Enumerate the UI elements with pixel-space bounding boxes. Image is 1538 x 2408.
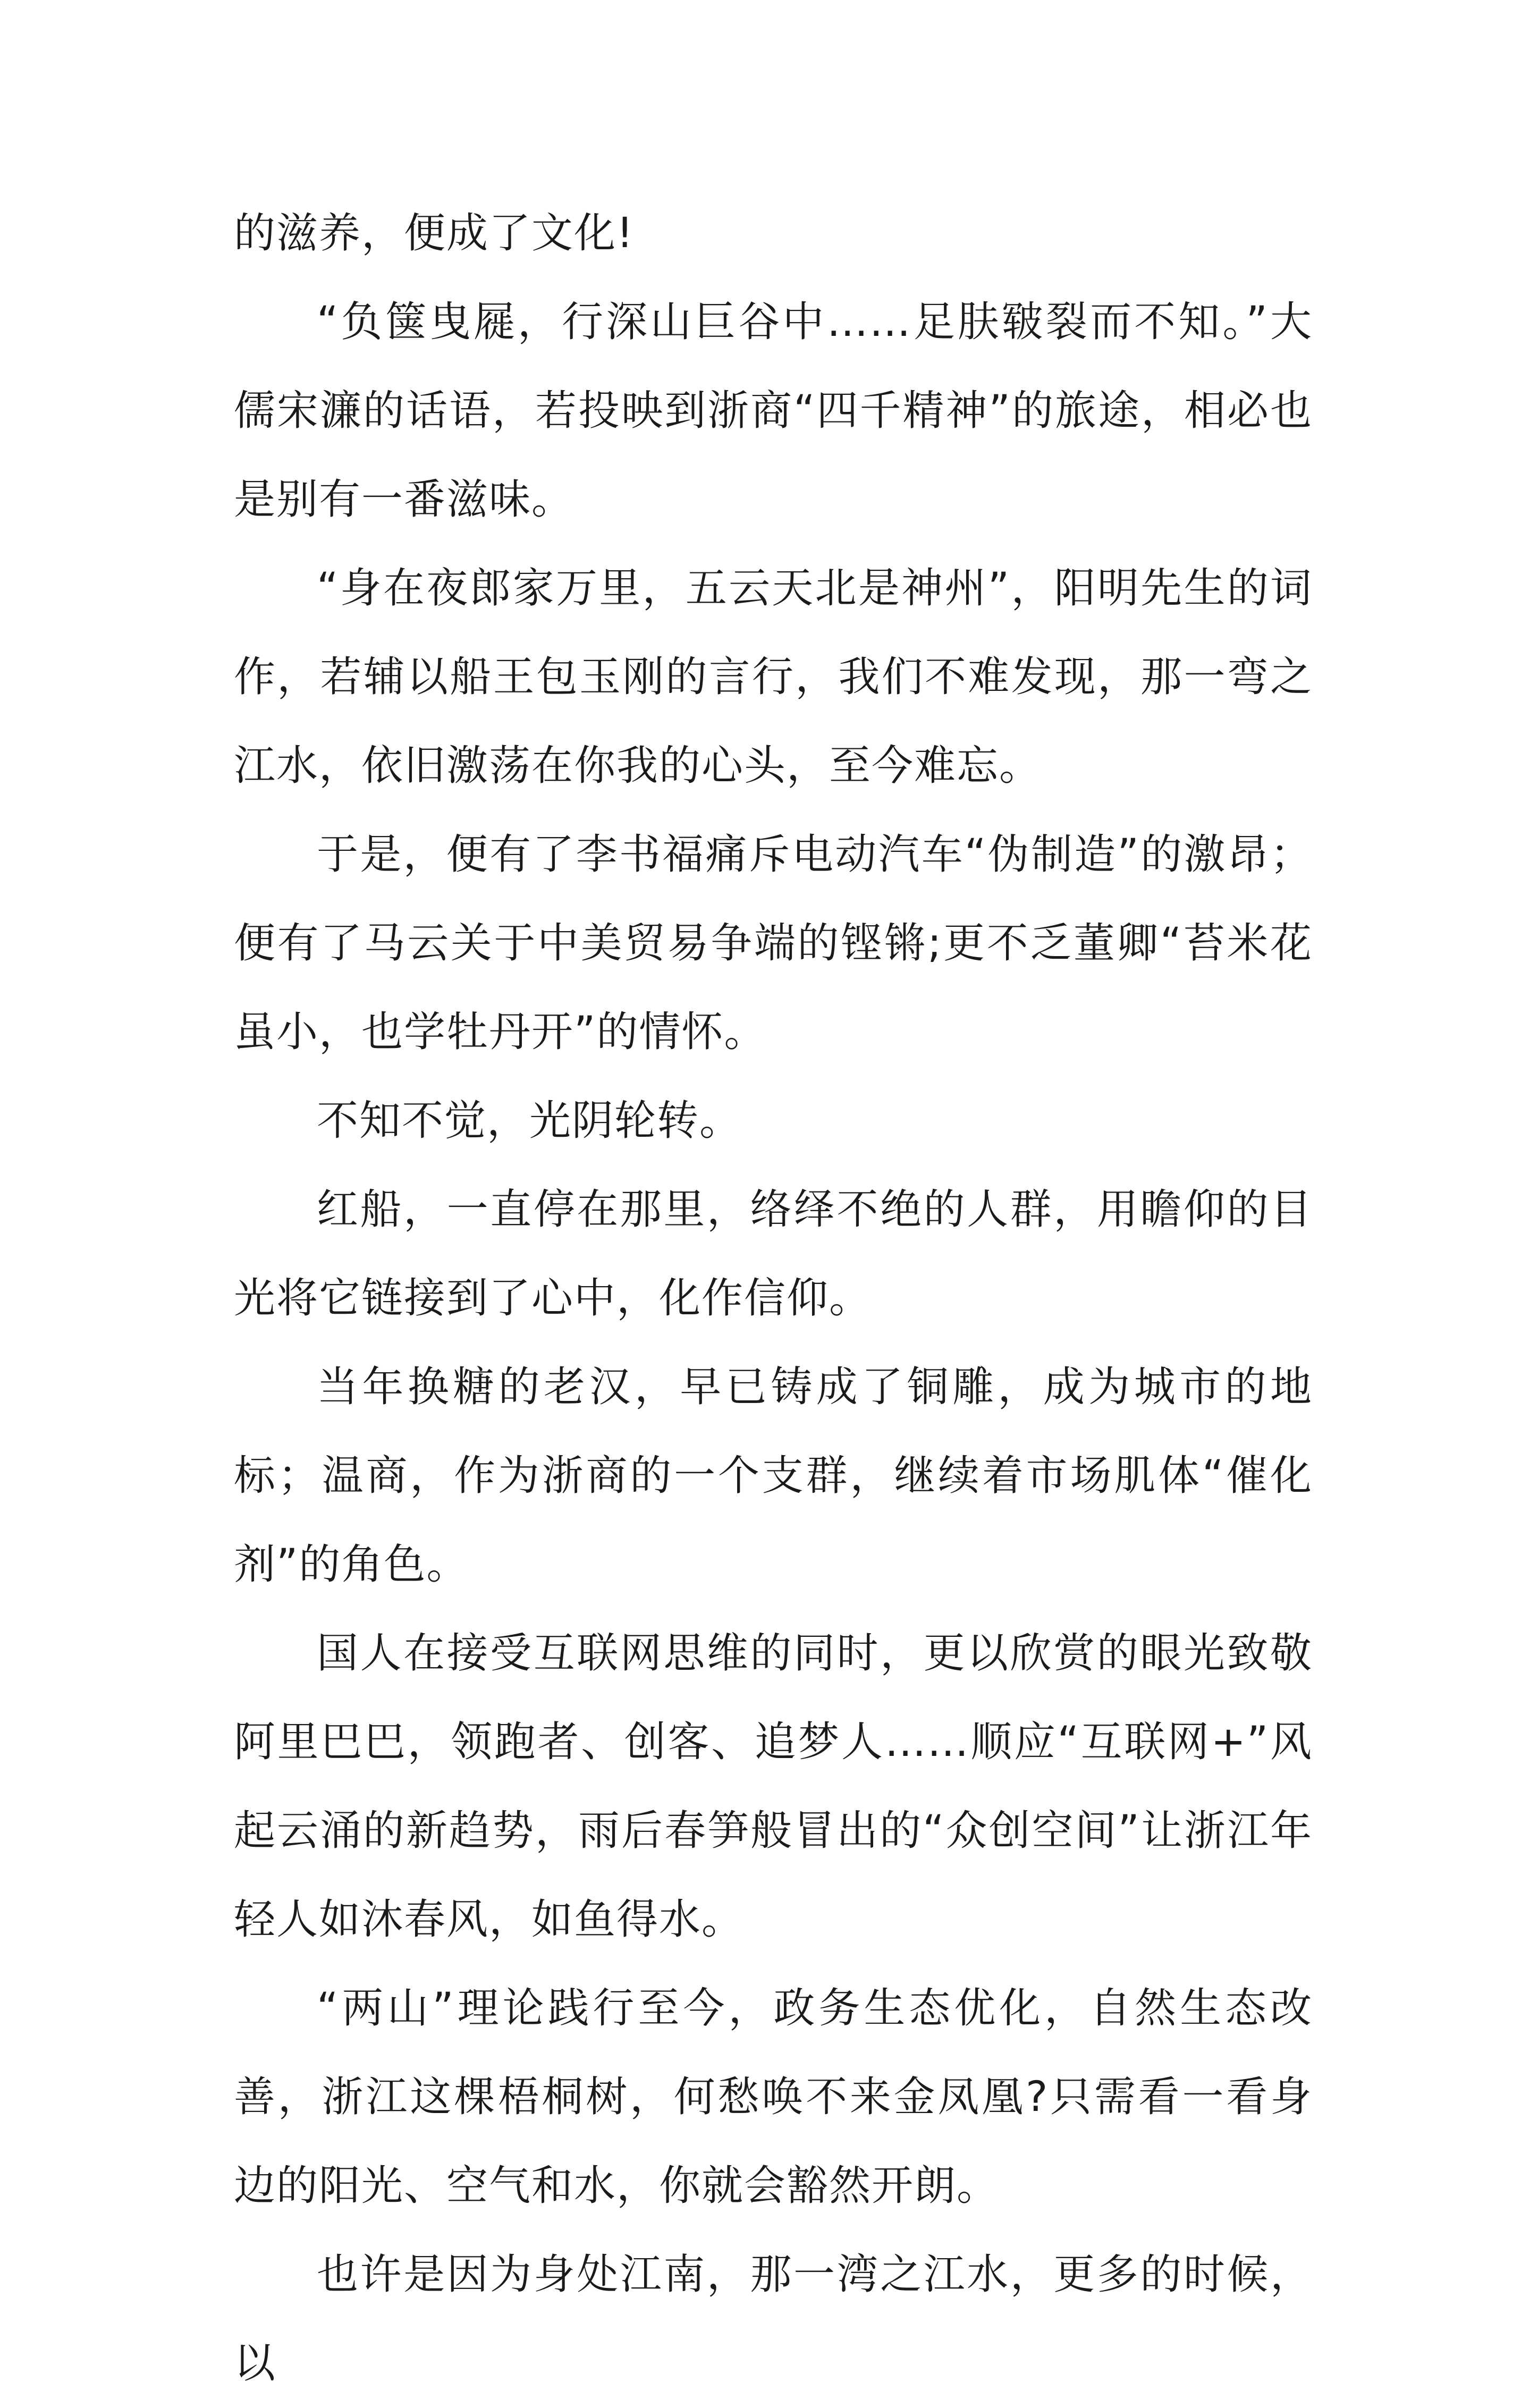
paragraph-7: 当年换糖的老汉，早已铸成了铜雕，成为城市的地标；温商，作为浙商的一个支群，继续着市场肌体“催化剂”的角色。 bbox=[234, 1363, 1313, 1589]
paragraph-1: 的滋养，便成了文化! bbox=[234, 209, 635, 257]
paragraph-6: 红船，一直停在那里，络绎不绝的人群，用瞻仰的目光将它链接到了心中，化作信仰。 bbox=[234, 1186, 1313, 1322]
paragraph-8: 国人在接受互联网思维的同时，更以欣赏的眼光致敬阿里巴巴，领跑者、创客、追梦人……顺应“互联网+”风起云涌的新趋势，雨后春笋般冒出的“众创空间”让浙江年轻人如沐春风，如鱼得水。 bbox=[234, 1629, 1313, 1944]
paragraph-9: “两山”理论践行至今，政务生态优化，自然生态改善，浙江这棵梧桐树，何愁唤不来金凤凰?只需看一看身边的阳光、空气和水，你就会豁然开朗。 bbox=[234, 1984, 1313, 2210]
paragraph-5: 不知不觉，光阴轮转。 bbox=[317, 1097, 742, 1145]
paragraph-3: “身在夜郎家万里，五云天北是神州”，阳明先生的词作，若辅以船王包玉刚的言行，我们不难发现，那一弯之江水，依旧激荡在你我的心头，至今难忘。 bbox=[234, 564, 1313, 790]
paragraph-2: “负箧曳屣，行深山巨谷中……足肤皲裂而不知。”大儒宋濂的话语，若投映到浙商“四千精神”的旅途，相必也是别有一番滋味。 bbox=[234, 298, 1313, 523]
body-text bbox=[234, 189, 1313, 2408]
paragraph-4: 于是，便有了李书福痛斥电动汽车“伪制造”的激昂；便有了马云关于中美贸易争端的铿锵;更不乏董卿“苔米花虽小，也学牡丹开”的情怀。 bbox=[234, 831, 1313, 1056]
paragraph-10: 也许是因为身处江南，那一湾之江水，更多的时候，以 bbox=[234, 2251, 1313, 2387]
